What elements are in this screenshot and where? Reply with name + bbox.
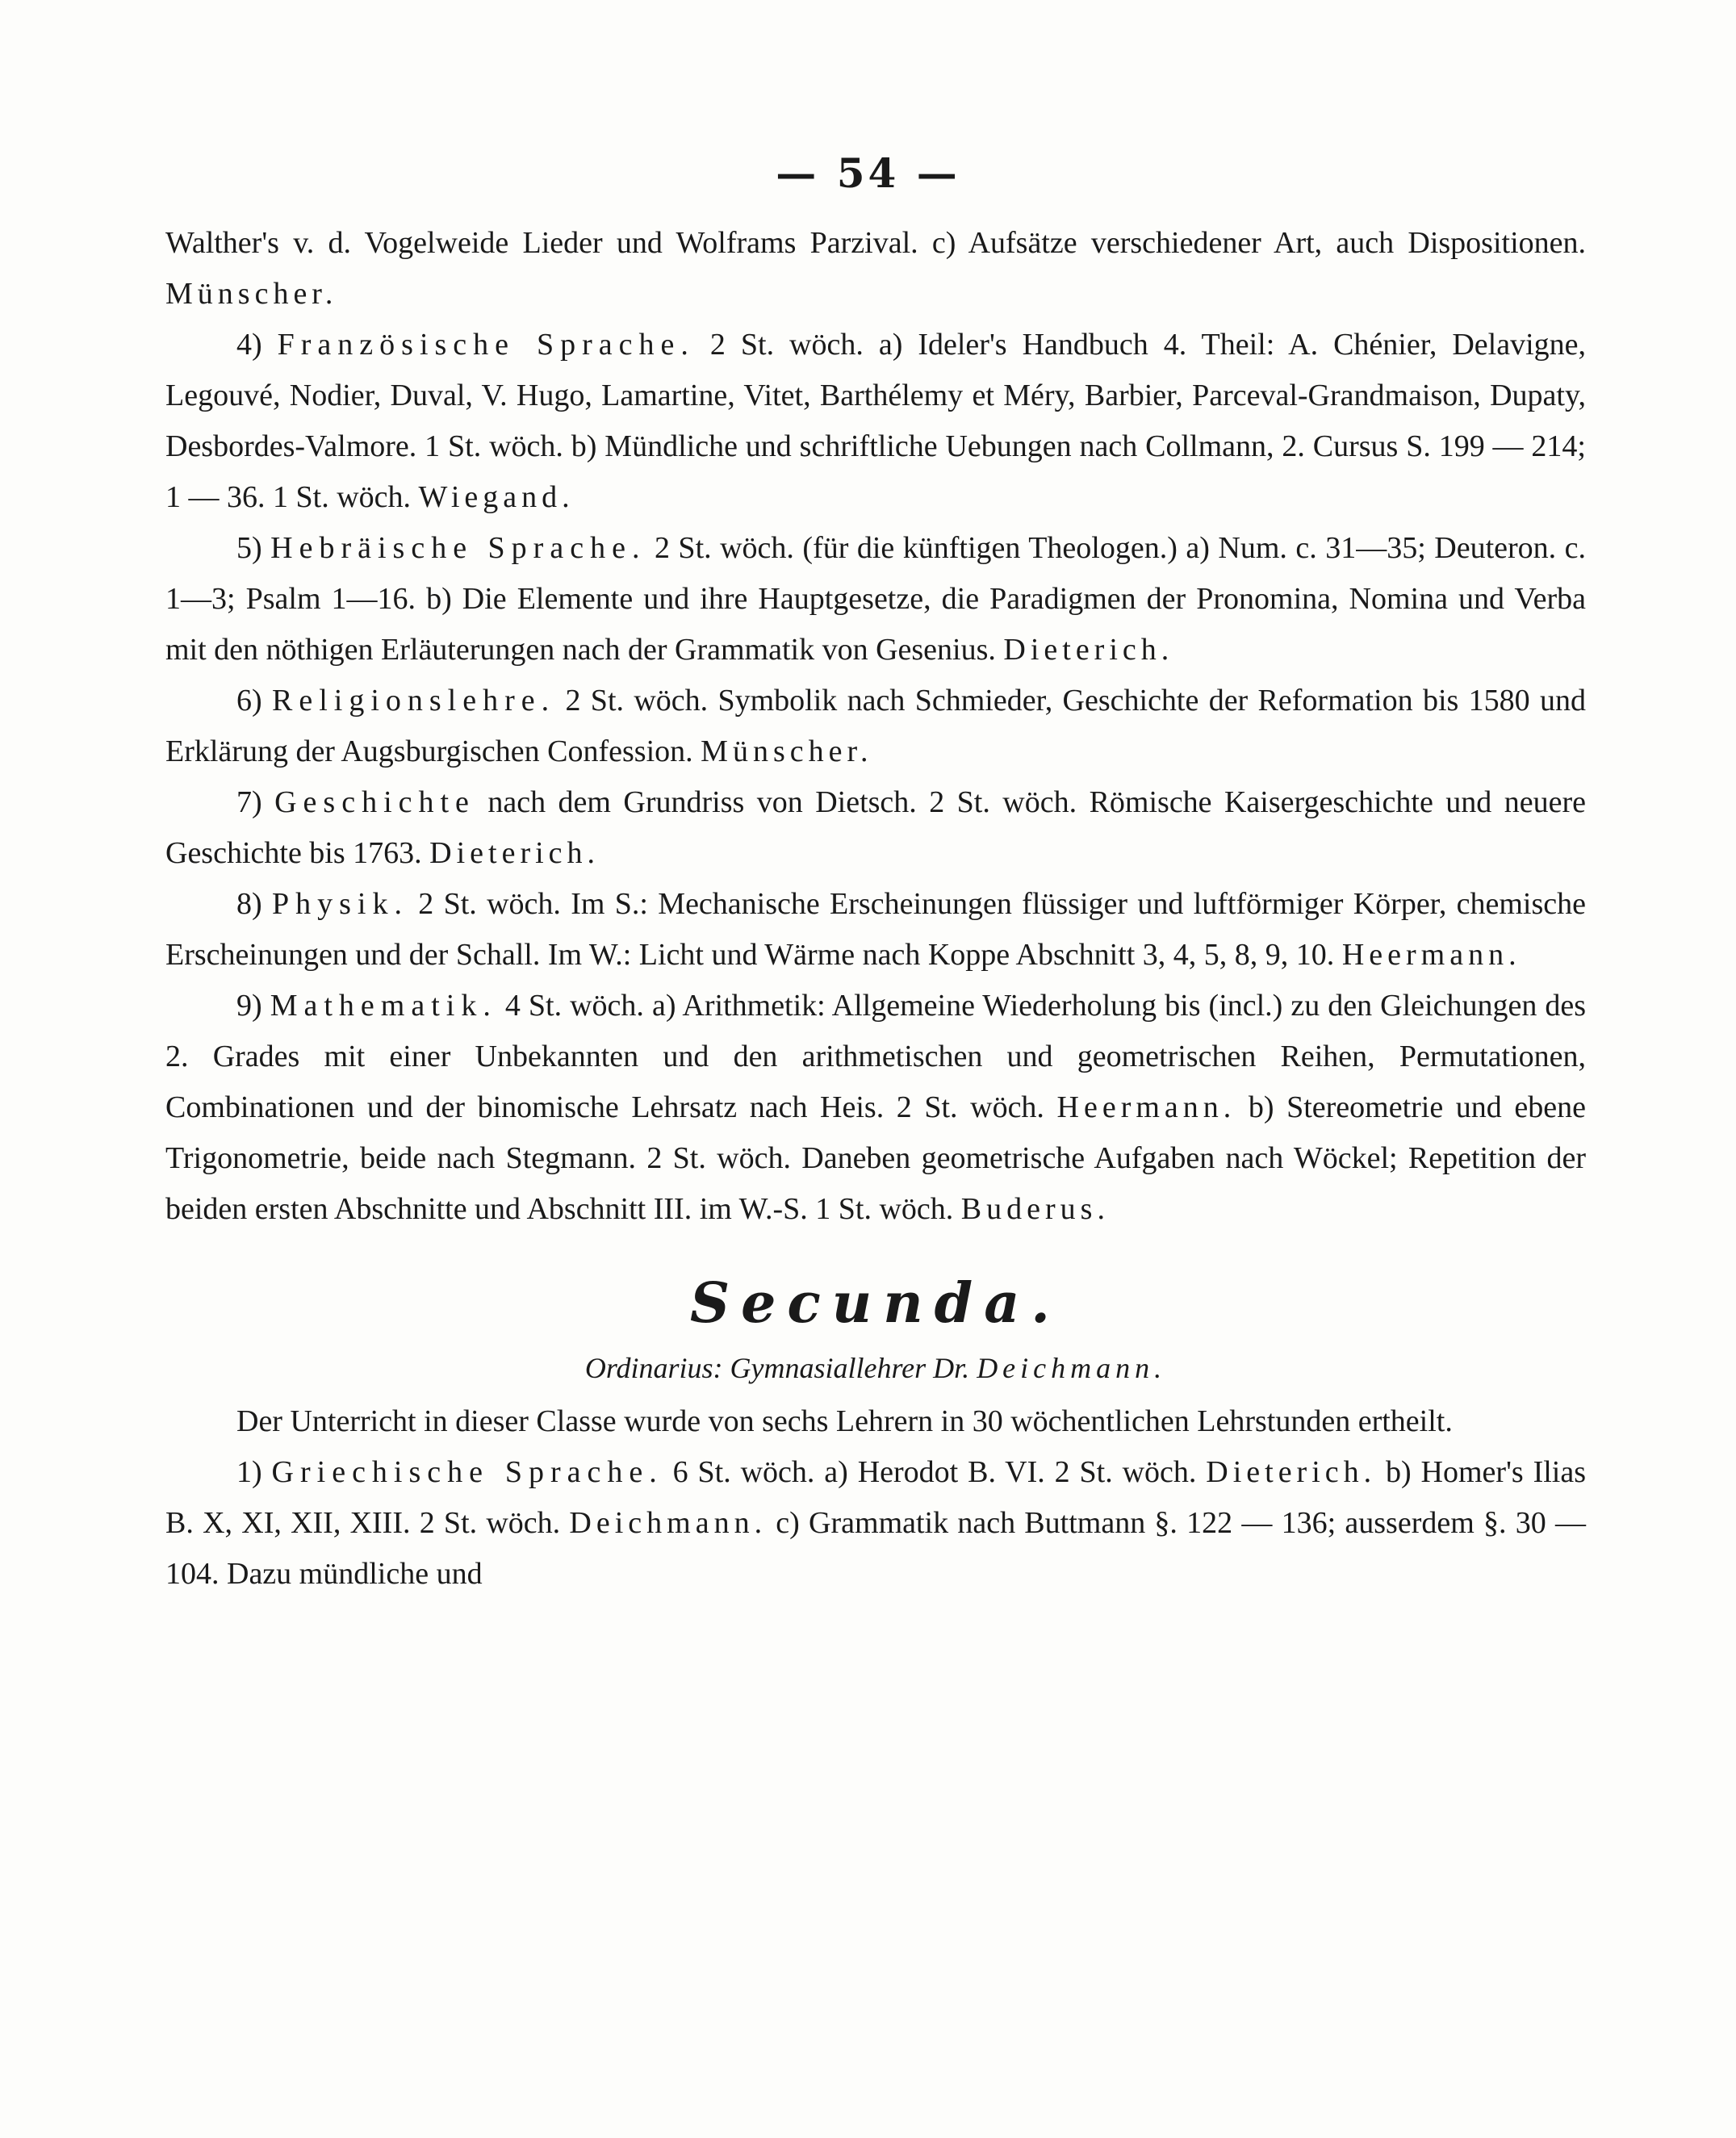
subject-title: Mathematik. [270,989,497,1023]
paragraph-text-continued: b) Stereometrie und ebene Trigonometrie, beide nach Stegmann. 2 St. wöch. Daneben geometrische Aufgaben nach Wöckel; Repetition der beiden ersten Abschnitte und Abschnitt III. im W.-S. 1 St. wöch. [165,1090,1586,1226]
paragraph-physics [165,879,1586,981]
teacher-name: Buderus. [960,1192,1110,1226]
paragraph-text: nach dem Grundriss von Dietsch. 2 St. wöch. Römische Kaisergeschichte und neuere Geschichte bis 1763. [165,785,1586,870]
paragraph-text: 6 St. wöch. a) Herodot B. VI. 2 St. wöch. [663,1455,1207,1489]
item-number: 1) [236,1455,272,1489]
subject-title: Religionslehre. [272,684,556,718]
item-number: 7) [236,785,275,819]
subject-title: Französische Sprache. [277,328,695,362]
paragraph-text-continued: b) Homer's Ilias B. X, XI, XII, XIII. 2 St. wöch. [165,1455,1587,1540]
paragraph-text: 2 St. wöch. Symbolik nach Schmieder, Geschichte der Reformation bis 1580 und Erklärung der Augsburgischen Confession. [165,684,1586,768]
ordinarius-label: Ordinarius: Gymnasiallehrer Dr. [584,1352,977,1384]
subject-title: Griechische Sprache. [271,1455,663,1489]
item-number: 4) [236,328,278,362]
teacher-name: Deichmann. [569,1506,768,1540]
teacher-name: Münscher. [701,734,873,768]
paragraph-text-continued: c) Grammatik nach Buttmann §. 122 — 136; ausserdem §. 30 — 104. Dazu mündliche und [165,1506,1586,1591]
item-number: 6) [236,684,272,718]
teacher-name: Dieterich. [1003,633,1174,667]
teacher-name: Heermann. [1056,1090,1236,1124]
paragraph-text: Walther's v. d. Vogelweide Lieder und Wolframs Parzival. c) Aufsätze verschiedener Art, auch Dispositionen. [165,226,1586,260]
teacher-name: Dieterich. [1206,1455,1377,1489]
paragraph-greek [165,1447,1586,1600]
ordinarius-line [165,1340,1586,1396]
paragraph-history [165,777,1586,879]
subject-title: Hebräische Sprache. [270,531,646,565]
ordinarius-name: Deichmann. [977,1352,1167,1384]
paragraph-mathematics [165,981,1586,1235]
paragraph-text: 2 St. wöch. a) Ideler's Handbuch 4. Theil: A. Chénier, Delavigne, Legouvé, Nodier, Duval, V. Hugo, Lamartine, Vitet, Barthélemy et Méry, Barbier, Parceval-Grandmaison, Dupaty, Desbordes-Valmore. 1 St. wöch. b) Mündliche und schriftliche Uebungen nach Collmann, 2. Cursus S. 199 — 214; 1 — 36. 1 St. wöch. [165,328,1586,514]
paragraph-hebrew [165,523,1586,676]
item-number: 9) [236,989,270,1023]
paragraph-text: 2 St. wöch. (für die künftigen Theologen.) a) Num. c. 31—35; Deuteron. c. 1—3; Psalm 1—16. b) Die Elemente und ihre Hauptgesetze, die Paradigmen der Pronomina, Nomina und Verba mit den nöthigen Erläuterungen nach der Grammatik von Gesenius. [165,531,1587,667]
paragraph-french [165,320,1586,523]
subject-title: Geschichte [274,785,475,819]
item-number: 5) [236,531,271,565]
paragraph-text: 4 St. wöch. a) Arithmetik: Allgemeine Wiederholung bis (incl.) zu den Gleichungen des 2. Grades mit einer Unbekannten und den arithmetischen und geometrischen Reihen, Permutationen, Combinationen und der binomische Lehrsatz nach Heis. 2 St. wöch. [165,989,1587,1124]
teacher-name: Wiegand. [418,480,575,514]
body-text [165,218,1586,1600]
subject-title: Physik. [271,887,408,921]
page-number: — 54 — [776,149,960,197]
section-heading: Secunda. [690,1271,1061,1336]
item-number: 8) [236,887,272,921]
paragraph-text: 2 St. wöch. Im S.: Mechanische Erscheinungen flüssiger und luftförmiger Körper, chemische Erscheinungen und der Schall. Im W.: Licht und Wärme nach Koppe Abschnitt 3, 4, 5, 8, 9, 10. [165,887,1586,972]
teacher-name: Heermann. [1341,938,1521,972]
paragraph-continuation [165,218,1586,320]
paragraph-religion [165,676,1586,777]
teacher-name: Münscher. [165,277,338,311]
section-intro: Der Unterricht in dieser Classe wurde von sechs Lehrern in 30 wöchentlichen Lehrstunden ertheilt. [236,1404,1453,1438]
teacher-name: Dieterich. [429,836,600,870]
